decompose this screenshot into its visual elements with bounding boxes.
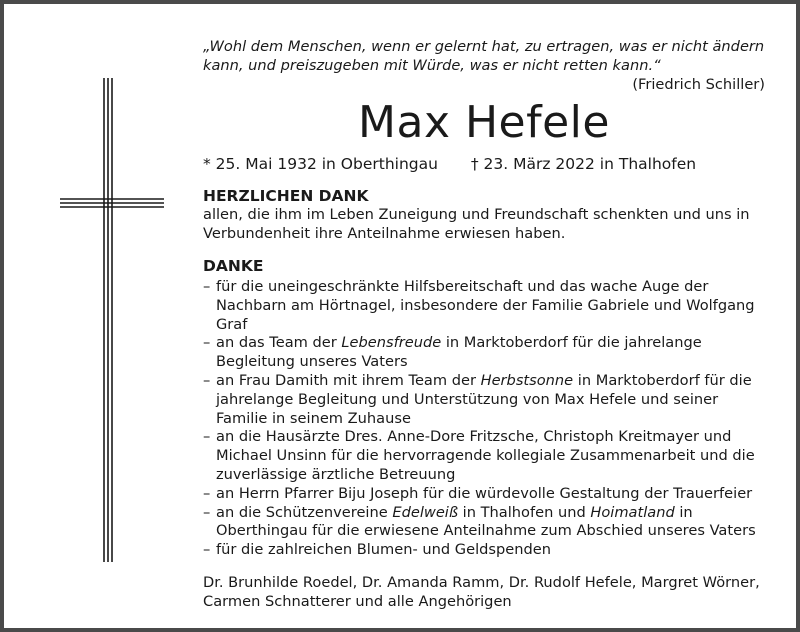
list-item: – für die uneingeschränkte Hilfsbereitschaft und das wache Auge der Nachbarn am Hörtnagel, insbesondere der Familie Gabriele und Wolfgang Graf — [203, 278, 765, 334]
death-date: † 23. März 2022 in Thalhofen — [470, 155, 697, 174]
thanks-title: DANKE — [203, 256, 264, 275]
list-item: – an das Team der Lebensfreude in Marktoberdorf für die jahrelange Begleitung unseres Vaters — [203, 334, 765, 372]
list-item: – an die Schützenvereine Edelweiß in Thalhofen und Hoimatland in Oberthingau für die erwiesene Anteilnahme zum Abschied unseres Vaters — [203, 504, 765, 542]
signers: Dr. Brunhilde Roedel, Dr. Amanda Ramm, Dr. Rudolf Hefele, Margret Wörner, Carmen Schnatterer und alle Angehörigen — [203, 573, 760, 610]
thanks-list — [203, 278, 765, 560]
list-item: – an Frau Damith mit ihrem Team der Herbstsonne in Marktoberdorf für die jahrelange Begleitung und Unterstützung von Max Hefele und seiner Familie in seinem Zuhause — [203, 372, 765, 428]
heartfelt-thanks-title: HERZLICHEN DANK — [203, 187, 369, 206]
quote-author: (Friedrich Schiller) — [632, 75, 765, 93]
cross-icon — [60, 78, 164, 562]
deceased-name: Max Hefele — [358, 97, 610, 149]
life-dates — [203, 154, 765, 174]
quote-text: „Wohl dem Menschen, wenn er gelernt hat, zu ertragen, was er nicht ändern kann, und preiszugeben mit Würde, was er nicht retten kann.“ — [203, 38, 765, 74]
list-item: – an Herrn Pfarrer Biju Joseph für die würdevolle Gestaltung der Trauerfeier — [203, 485, 765, 504]
list-item: – für die zahlreichen Blumen- und Geldspenden — [203, 541, 765, 560]
heartfelt-thanks-text: allen, die ihm im Leben Zuneigung und Freundschaft schenkten und uns in Verbundenheit ihre Anteilnahme erwiesen haben. — [203, 206, 750, 243]
birth-date: * 25. Mai 1932 in Oberthingau — [203, 155, 438, 174]
list-item: – an die Hausärzte Dres. Anne-Dore Fritzsche, Christoph Kreitmayer und Michael Unsinn für die hervorragende kollegiale Zusammenarbeit und die zuverlässige ärztliche Betreuung — [203, 428, 765, 484]
notice-content — [203, 38, 765, 612]
